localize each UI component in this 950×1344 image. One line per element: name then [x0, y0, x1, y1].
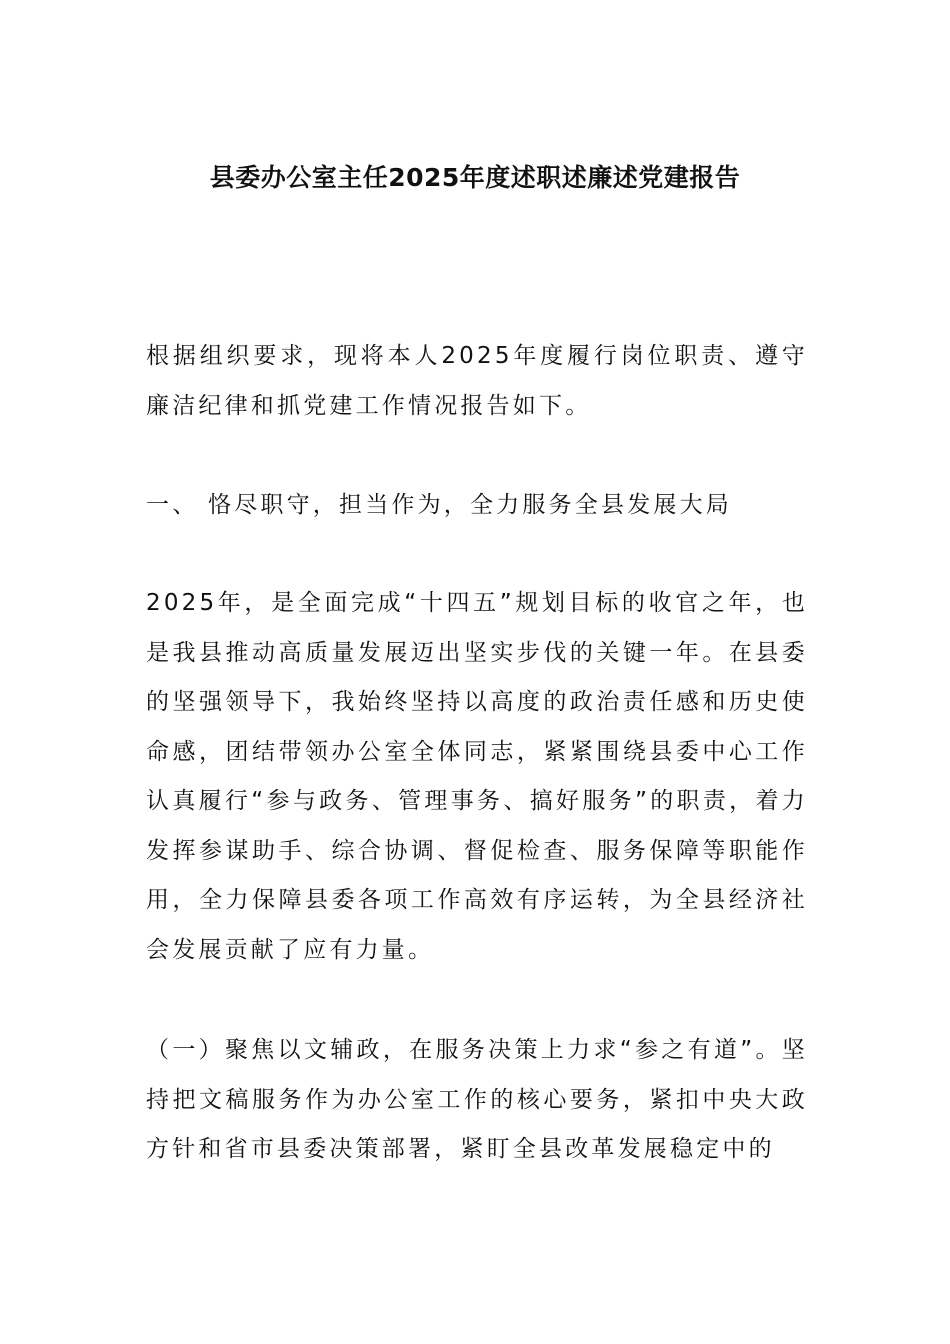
section-heading [146, 481, 808, 531]
section-number: 一、 [146, 492, 199, 518]
body-paragraph: 2025年，是全面完成“十四五”规划目标的收官之年，也是我县推动高质量发展迈出坚实步伐的关键一年。在县委的坚强领导下，我始终坚持以高度的政治责任感和历史使命感，团结带领办公室全体同志，紧紧围绕县委中心工作认真履行“参与政务、管理事务、搞好服务”的职责，着力发挥参谋助手、综合协调、督促检查、服务保障等职能作用，全力保障县委各项工作高效有序运转，为全县经济社会发展贡献了应有力量。 [146, 590, 808, 963]
document-title: 县委办公室主任2025年度述职述廉述党建报告 [209, 163, 741, 192]
section-heading-text: 恪尽职守，担当作为，全力服务全县发展大局 [208, 492, 732, 518]
intro-paragraph: 根据组织要求，现将本人2025年度履行岗位职责、遵守廉洁纪律和抓党建工作情况报告如下。 [146, 343, 808, 419]
subsection-paragraph: （一）聚焦以文辅政，在服务决策上力求“参之有道”。坚持把文稿服务作为办公室工作的核心要务，紧扣中央大政方针和省市县委决策部署，紧盯全县改革发展稳定中的 [146, 1037, 808, 1162]
